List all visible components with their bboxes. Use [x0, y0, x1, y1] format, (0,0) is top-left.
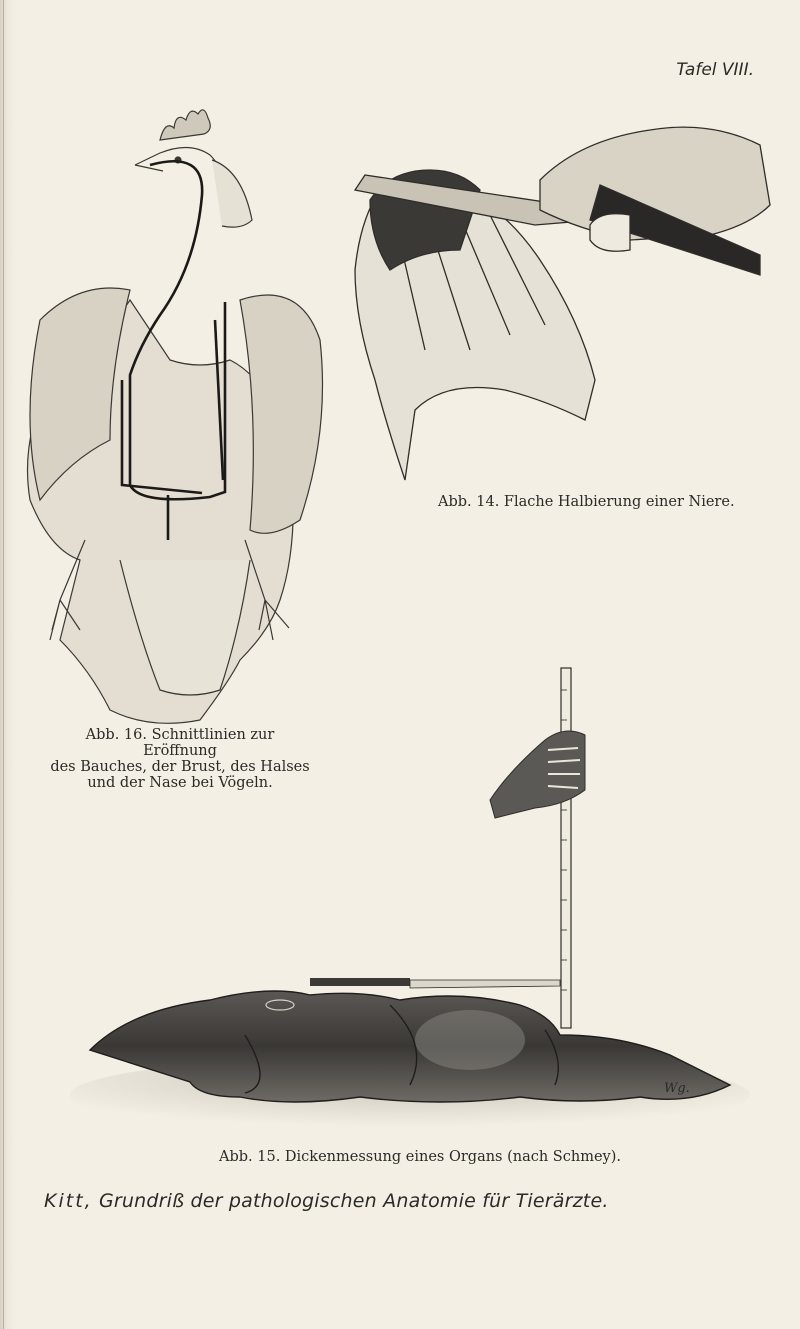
footer-title: Grundriß der pathologischen Anatomie für Tierärzte. — [98, 1190, 609, 1212]
figure-16-caption-line: und der Nase bei Vögeln. — [87, 775, 273, 791]
figure-16-caption-line: des Bauches, der Brust, des Halses — [50, 759, 310, 775]
book-footer — [44, 1190, 609, 1212]
figure-16-caption — [50, 727, 310, 791]
figure-14-caption: Abb. 14. Flache Halbierung einer Niere. — [438, 494, 735, 510]
figure-16-caption-line: Abb. 16. Schnittlinien zur Eröffnung — [85, 727, 275, 759]
footer-author: Kitt, — [44, 1190, 93, 1212]
figure-15-caption: Abb. 15. Dickenmessung eines Organs (nach Schmey). — [218, 1149, 621, 1165]
plate-label: Tafel VIII. — [676, 60, 754, 80]
artist-mark: Wg. — [664, 1081, 690, 1096]
